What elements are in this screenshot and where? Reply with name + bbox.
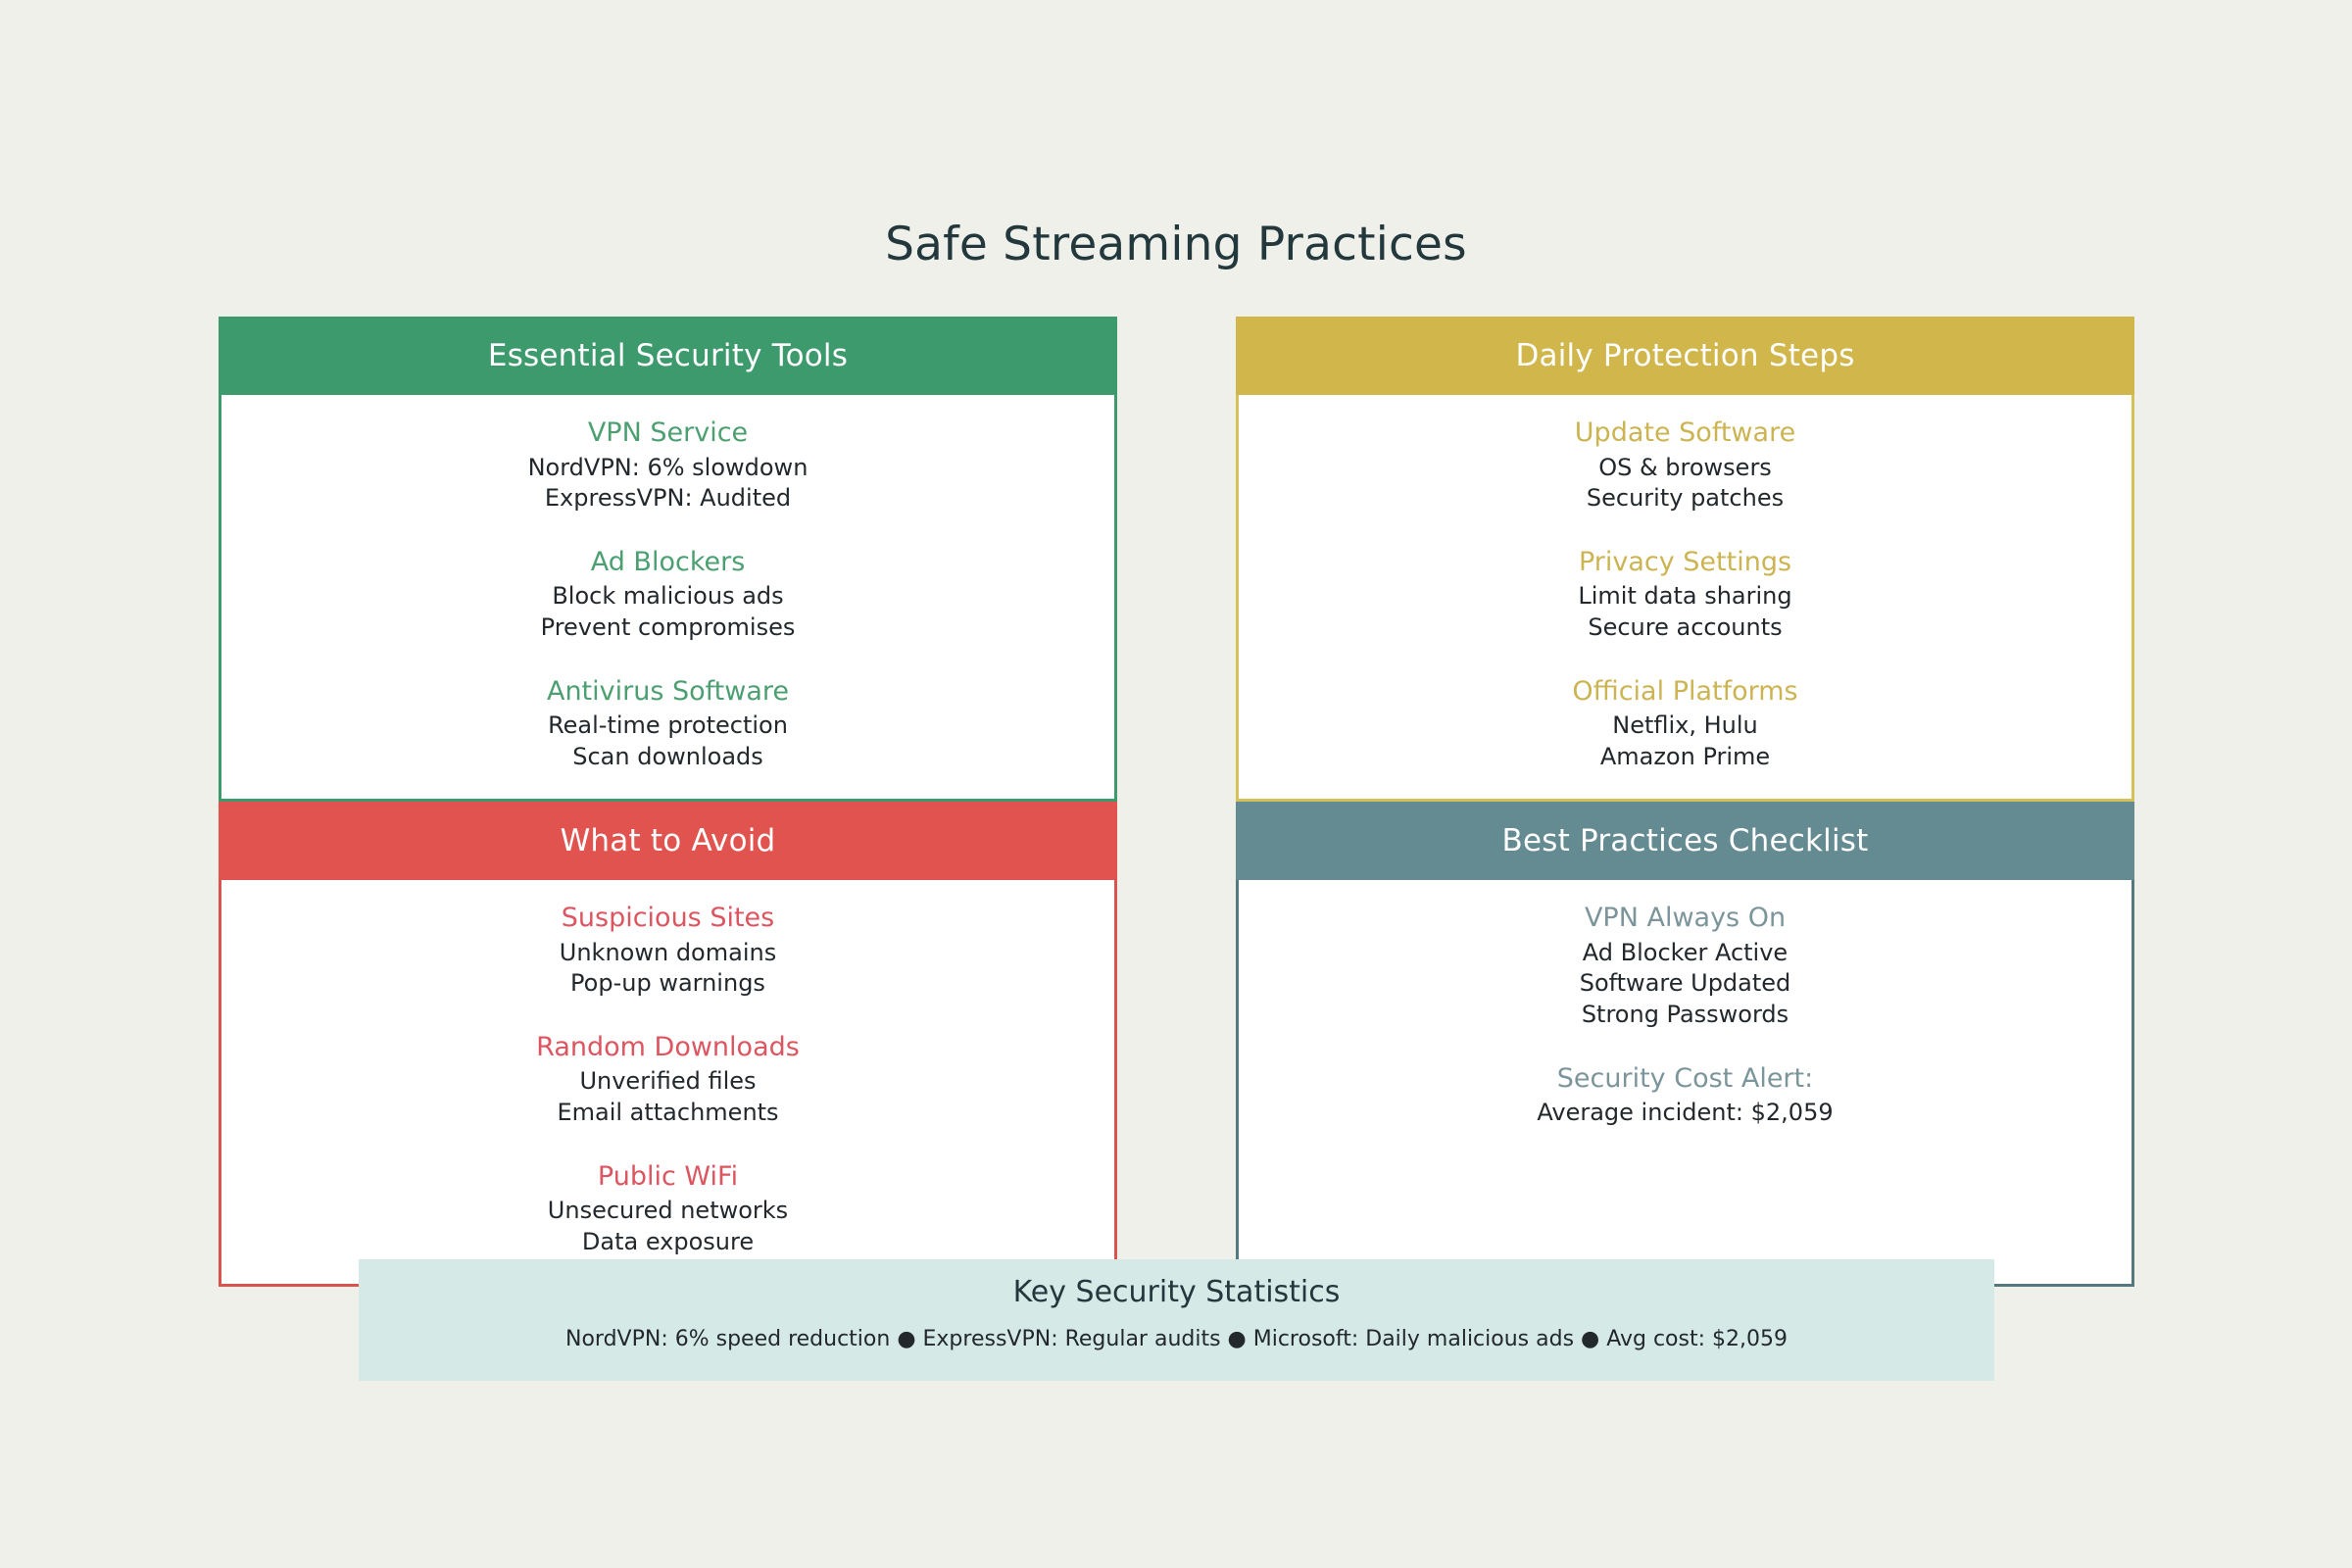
group-title: Security Cost Alert: [1556, 1062, 1814, 1094]
group-item [1239, 902, 2132, 1031]
group-title: Official Platforms [1572, 675, 1798, 707]
group-line: Security patches [1586, 484, 1785, 513]
group-line: Block malicious ads [552, 582, 784, 611]
key-security-statistics-banner [359, 1259, 1994, 1381]
group-item [221, 902, 1114, 1000]
group-title: Suspicious Sites [561, 903, 775, 933]
panel-what-to-avoid [219, 802, 1117, 1287]
group-title: Ad Blockers [590, 546, 746, 577]
group-item [1239, 1062, 2132, 1129]
group-title: Public WiFi [597, 1160, 739, 1192]
panel-essential-security-tools [219, 317, 1117, 802]
group-line: Netflix, Hulu [1612, 711, 1758, 740]
group-line: Ad Blocker Active [1582, 938, 1788, 966]
panel-header-what-to-avoid: What to Avoid [219, 802, 1117, 880]
group-line: Unverified files [579, 1067, 757, 1096]
panel-header-daily-protection-steps: Daily Protection Steps [1236, 317, 2134, 395]
group-line: Real-time protection [548, 711, 788, 740]
group-line: Data exposure [581, 1228, 755, 1255]
group-item [1239, 675, 2132, 773]
group-line: Unknown domains [559, 938, 777, 966]
panel-body-essential-security-tools [219, 395, 1117, 802]
group-line: Pop-up warnings [570, 969, 765, 998]
group-line: Email attachments [557, 1099, 779, 1127]
panel-header-best-practices-checklist: Best Practices Checklist [1236, 802, 2134, 880]
group-item [221, 416, 1114, 514]
group-item [221, 1031, 1114, 1129]
group-line: Prevent compromises [540, 613, 796, 642]
group-line: Secure accounts [1588, 613, 1783, 642]
stats-banner-title: Key Security Statistics [1012, 1275, 1341, 1309]
group-title: VPN Always On [1584, 903, 1787, 933]
group-line: Scan downloads [572, 743, 763, 770]
stats-banner-line: NordVPN: 6% speed reduction ● ExpressVPN: Regular audits ● Microsoft: Daily malicious ads ● Avg cost: $2,059 [565, 1327, 1788, 1351]
panel-body-what-to-avoid [219, 880, 1117, 1287]
panel-best-practices-checklist [1236, 802, 2134, 1287]
group-title: Privacy Settings [1578, 546, 1792, 577]
group-line: Software Updated [1579, 969, 1791, 998]
group-title: Update Software [1574, 417, 1796, 448]
group-title: Antivirus Software [546, 675, 790, 707]
group-item [1239, 416, 2132, 514]
panel-header-essential-security-tools: Essential Security Tools [219, 317, 1117, 395]
group-item [221, 675, 1114, 773]
group-title: Random Downloads [536, 1031, 800, 1062]
group-line: OS & browsers [1598, 453, 1772, 481]
panel-body-best-practices-checklist [1236, 880, 2134, 1287]
panel-body-daily-protection-steps [1236, 395, 2134, 802]
group-line: ExpressVPN: Audited [544, 484, 792, 513]
panel-daily-protection-steps [1236, 317, 2134, 802]
group-line: Amazon Prime [1599, 743, 1771, 770]
group-item [221, 1160, 1114, 1258]
group-line: Unsecured networks [547, 1197, 789, 1225]
group-line: NordVPN: 6% slowdown [527, 453, 808, 481]
page-title: Safe Streaming Practices [885, 218, 1467, 271]
group-item [1239, 546, 2132, 644]
group-item [221, 546, 1114, 644]
group-line: Limit data sharing [1578, 582, 1792, 611]
group-line: Average incident: $2,059 [1537, 1099, 1834, 1127]
group-title: VPN Service [587, 417, 749, 448]
group-line: Strong Passwords [1581, 1000, 1789, 1028]
